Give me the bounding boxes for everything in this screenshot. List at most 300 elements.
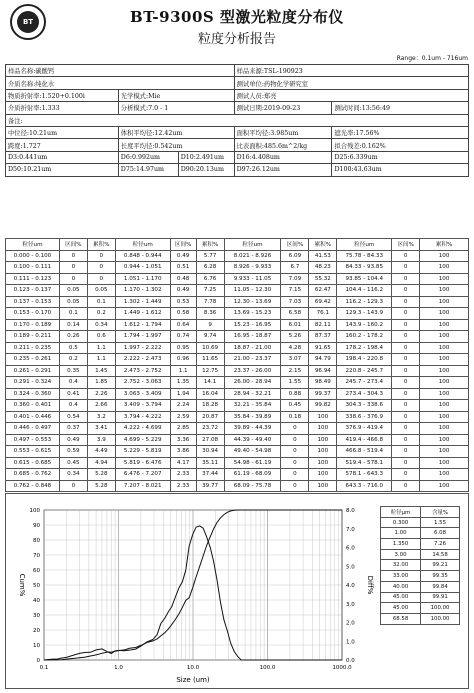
table-row (6, 262, 469, 274)
table-cell: 9.933 - 11.05 (224, 273, 281, 285)
table-cell: 16.04 (196, 388, 224, 400)
info-cell: 中位径:10.21um (6, 126, 119, 138)
y-tick-right: 0.0 (346, 658, 355, 664)
table-cell: 2.66 (87, 400, 115, 412)
table-row (6, 319, 469, 331)
table-cell: 0 (392, 400, 420, 412)
info-cell: 比表面积:485.6m^2/kg (234, 139, 332, 151)
pass-row (381, 517, 460, 528)
table-cell: 0.762 - 0.848 (6, 480, 60, 492)
table-row (6, 285, 469, 297)
pass-cell: 45.00 (381, 592, 421, 603)
table-cell: 0 (392, 388, 420, 400)
pass-row (381, 549, 460, 560)
y-tick-left: 90 (33, 523, 40, 529)
table-cell: 7.03 (281, 296, 309, 308)
table-cell: 1.1 (170, 365, 196, 377)
table-cell: 91.65 (309, 342, 337, 354)
table-cell: 0 (392, 457, 420, 469)
table-cell: 100 (420, 469, 469, 481)
info-row (6, 139, 469, 151)
pass-cell: 14.58 (421, 549, 460, 560)
table-cell: 11.05 - 12.30 (224, 285, 281, 297)
table-cell: 0 (281, 434, 309, 446)
table-cell: 21.00 - 23.37 (224, 354, 281, 366)
table-cell: 87.37 (309, 331, 337, 343)
table-cell: 0 (281, 469, 309, 481)
pass-header: 粒径µm (381, 507, 421, 518)
pass-row (381, 592, 460, 603)
pass-row (381, 603, 460, 614)
y-tick-right: 3.0 (346, 601, 355, 608)
pass-cell: 99.35 (421, 571, 460, 582)
table-cell: 23.72 (196, 423, 224, 435)
table-cell: 15.23 - 16.95 (224, 319, 281, 331)
table-cell: 0.1 (87, 296, 115, 308)
info-cell: 体积平均径:12.42um (118, 126, 234, 138)
table-cell: 1.051 - 1.170 (115, 273, 170, 285)
pass-cell: 32.00 (381, 560, 421, 571)
column-header: 区间% (170, 239, 196, 251)
table-cell: 273.4 - 304.3 (337, 388, 392, 400)
pass-cell: 68.58 (381, 613, 421, 624)
table-cell: 100 (420, 250, 469, 262)
table-cell: 99.37 (309, 388, 337, 400)
table-cell: 6.76 (196, 273, 224, 285)
table-cell: 0 (392, 480, 420, 492)
y-tick-left: 100 (29, 508, 40, 514)
table-cell: 100 (420, 308, 469, 320)
table-cell: 100 (420, 365, 469, 377)
table-cell: 0 (392, 365, 420, 377)
table-cell: 16.95 - 18.87 (224, 331, 281, 343)
table-cell: 0 (392, 446, 420, 458)
info-cell: D16:4.408um (234, 151, 332, 163)
table-cell: 0.35 (59, 365, 87, 377)
info-cell: 物质折射率:1.520+0.100i (6, 89, 119, 101)
table-cell: 0.45 (59, 457, 87, 469)
table-cell: 3.794 - 4.222 (115, 411, 170, 423)
table-cell: 0 (392, 423, 420, 435)
table-cell: 2.33 (170, 480, 196, 492)
info-cell: 遮光率:17.56% (332, 126, 469, 138)
table-cell: 4.222 - 4.699 (115, 423, 170, 435)
info-cell: 测试日期:2019-09-23 (234, 102, 332, 114)
y-tick-left: 20 (33, 628, 40, 634)
table-cell: 0.123 - 0.137 (6, 285, 60, 297)
info-cell: 分析模式:7.0 - 1 (118, 102, 234, 114)
table-cell: 0 (87, 262, 115, 274)
x-tick: 100.0 (259, 665, 276, 671)
logo-mark: BT (17, 11, 39, 33)
range-label: Range：0.1um - 716um (396, 55, 468, 62)
info-cell: 测试单位:药物化学研究室 (234, 77, 468, 89)
table-cell: 8.36 (196, 308, 224, 320)
table-cell: 0.41 (59, 388, 87, 400)
table-cell: 26.00 - 28.94 (224, 377, 281, 389)
x-tick: 0.1 (39, 665, 49, 671)
distribution-table (5, 238, 469, 492)
table-cell: 0.153 - 0.170 (6, 308, 60, 320)
table-cell: 99.82 (309, 400, 337, 412)
table-cell: 0.26 (59, 331, 87, 343)
pass-row (381, 571, 460, 582)
y-tick-left: 10 (33, 643, 40, 649)
table-cell: 0 (392, 331, 420, 343)
table-cell: 100 (309, 434, 337, 446)
table-cell: 35.84 - 39.89 (224, 411, 281, 423)
table-cell: 0.261 - 0.291 (6, 365, 60, 377)
table-cell: 0.37 (59, 423, 87, 435)
table-cell: 0.34 (87, 319, 115, 331)
table-cell: 0.88 (281, 388, 309, 400)
info-cell: 样品来源:TSL-190923 (234, 65, 468, 77)
sample-info-table (5, 64, 469, 177)
table-cell: 0.497 - 0.553 (6, 434, 60, 446)
table-cell: 7.207 - 8.021 (115, 480, 170, 492)
table-cell: 0 (392, 308, 420, 320)
table-cell: 0.53 (170, 296, 196, 308)
table-cell: 0 (87, 273, 115, 285)
info-cell: 面积平均径:3.985um (234, 126, 332, 138)
table-cell: 84.33 - 93.85 (337, 262, 392, 274)
table-cell: 18.28 (196, 400, 224, 412)
table-row (6, 308, 469, 320)
table-cell: 100 (420, 388, 469, 400)
table-cell: 0 (392, 273, 420, 285)
info-cell: 备注: (6, 114, 469, 126)
table-cell: 49.40 - 54.98 (224, 446, 281, 458)
table-cell: 2.473 - 2.752 (115, 365, 170, 377)
table-row (6, 377, 469, 389)
table-cell: 93.85 - 104.4 (337, 273, 392, 285)
table-cell: 0.360 - 0.401 (6, 400, 60, 412)
table-cell: 0 (59, 273, 87, 285)
table-cell: 100 (309, 457, 337, 469)
table-cell: 304.3 - 338.6 (337, 400, 392, 412)
table-cell: 0 (59, 480, 87, 492)
table-cell: 3.9 (87, 434, 115, 446)
table-cell: 39.89 - 44.39 (224, 423, 281, 435)
table-cell: 0.000 - 0.100 (6, 250, 60, 262)
y-axis-label-left: Cum% (18, 573, 26, 597)
y-tick-right: 2.0 (346, 620, 355, 627)
table-cell: 2.222 - 2.473 (115, 354, 170, 366)
table-cell: 5.26 (281, 331, 309, 343)
table-cell: 466.8 - 519.4 (337, 446, 392, 458)
y-tick-right: 5.0 (346, 564, 355, 571)
table-cell: 12.30 - 13.69 (224, 296, 281, 308)
table-cell: 0.34 (59, 469, 87, 481)
table-cell: 13.69 - 15.23 (224, 308, 281, 320)
info-row (6, 89, 469, 101)
pass-cell: 100.00 (421, 613, 460, 624)
table-cell: 0 (392, 262, 420, 274)
table-cell: 32.21 - 35.84 (224, 400, 281, 412)
table-cell: 116.2 - 129.3 (337, 296, 392, 308)
table-cell: 220.8 - 245.7 (337, 365, 392, 377)
info-cell: 拟合残差:0.162% (332, 139, 469, 151)
table-cell: 0.170 - 0.189 (6, 319, 60, 331)
info-cell: D10:2.491um (178, 151, 234, 163)
table-row (6, 273, 469, 285)
table-cell: 1.1 (87, 342, 115, 354)
table-cell: 100 (420, 480, 469, 492)
table-cell: 0.96 (170, 354, 196, 366)
table-cell: 3.063 - 3.409 (115, 388, 170, 400)
x-tick: 1000.0 (332, 665, 352, 671)
table-cell: 160.2 - 178.2 (337, 331, 392, 343)
column-header: 粒径um (115, 239, 170, 251)
passing-table (380, 506, 460, 625)
table-cell: 100 (309, 411, 337, 423)
table-cell: 100 (420, 377, 469, 389)
pass-row (381, 581, 460, 592)
table-cell: 0.05 (59, 296, 87, 308)
table-cell: 0.848 - 0.944 (115, 250, 170, 262)
table-cell: 100 (420, 273, 469, 285)
y-tick-left: 40 (33, 598, 40, 604)
table-cell: 0.100 - 0.111 (6, 262, 60, 274)
table-cell: 54.98 - 61.19 (224, 457, 281, 469)
table-cell: 75.78 - 84.33 (337, 250, 392, 262)
table-cell: 7.25 (196, 285, 224, 297)
pass-cell: 45.00 (381, 603, 421, 614)
table-cell: 0.59 (59, 446, 87, 458)
table-cell: 3.41 (87, 423, 115, 435)
table-cell: 0.324 - 0.360 (6, 388, 60, 400)
info-row (6, 114, 469, 126)
table-row (6, 296, 469, 308)
table-cell: 0 (281, 457, 309, 469)
table-row (6, 446, 469, 458)
table-cell: 100 (420, 331, 469, 343)
table-cell: 245.7 - 273.4 (337, 377, 392, 389)
info-cell: D75:14.97um (118, 164, 178, 176)
info-cell: D50:10.21um (6, 164, 119, 176)
table-cell: 0 (392, 250, 420, 262)
table-cell: 23.37 - 26.00 (224, 365, 281, 377)
y-tick-left: 0 (36, 658, 40, 664)
table-cell: 3.86 (170, 446, 196, 458)
pass-row (381, 528, 460, 539)
pass-cell: 99.84 (421, 581, 460, 592)
table-cell: 0 (281, 480, 309, 492)
table-cell: 0.944 - 1.051 (115, 262, 170, 274)
table-row (6, 411, 469, 423)
table-cell: 0.553 - 0.615 (6, 446, 60, 458)
table-cell: 0 (392, 319, 420, 331)
table-cell: 2.24 (170, 400, 196, 412)
column-header: 粒径um (224, 239, 281, 251)
table-cell: 0.137 - 0.153 (6, 296, 60, 308)
pass-cell: 3.00 (381, 549, 421, 560)
y-tick-left: 30 (33, 613, 40, 619)
table-cell: 0.54 (59, 411, 87, 423)
table-cell: 0.111 - 0.123 (6, 273, 60, 285)
table-cell: 0 (392, 296, 420, 308)
y-tick-right: 8.0 (346, 508, 355, 514)
table-cell: 100 (420, 411, 469, 423)
table-cell: 6.7 (281, 262, 309, 274)
table-cell: 1.55 (281, 377, 309, 389)
pass-cell: 1.00 (381, 528, 421, 539)
table-cell: 61.19 - 68.09 (224, 469, 281, 481)
table-cell: 0.95 (170, 342, 196, 354)
pass-cell: 6.08 (421, 528, 460, 539)
pass-row (381, 560, 460, 571)
table-cell: 376.9 - 419.4 (337, 423, 392, 435)
table-cell: 48.23 (309, 262, 337, 274)
table-cell: 0.48 (170, 273, 196, 285)
table-cell: 578.1 - 643.3 (337, 469, 392, 481)
pass-cell: 100.00 (421, 603, 460, 614)
table-cell: 0 (392, 411, 420, 423)
table-cell: 0.1 (59, 308, 87, 320)
table-cell: 643.3 - 716.0 (337, 480, 392, 492)
x-tick: 10.0 (186, 665, 200, 671)
table-cell: 0.4 (59, 400, 87, 412)
info-row (6, 151, 469, 163)
table-cell: 198.4 - 220.8 (337, 354, 392, 366)
table-cell: 76.1 (309, 308, 337, 320)
table-cell: 69.42 (309, 296, 337, 308)
pass-cell: 1.55 (421, 517, 460, 528)
table-cell: 100 (309, 469, 337, 481)
table-cell: 9.74 (196, 331, 224, 343)
column-header: 累积% (87, 239, 115, 251)
info-cell: D97:26.12um (234, 164, 332, 176)
column-header: 累积% (309, 239, 337, 251)
table-cell: 39.77 (196, 480, 224, 492)
table-cell: 0.5 (59, 342, 87, 354)
table-cell: 0.4 (59, 377, 87, 389)
table-cell: 4.94 (87, 457, 115, 469)
table-cell: 2.15 (281, 365, 309, 377)
table-cell: 100 (420, 285, 469, 297)
info-cell: 介质折射率:1.333 (6, 102, 119, 114)
y-tick-left: 80 (33, 538, 40, 544)
table-cell: 0.05 (87, 285, 115, 297)
pass-cell: 0.300 (381, 517, 421, 528)
column-header: 粒径um (6, 239, 60, 251)
table-row (6, 469, 469, 481)
table-cell: 5.229 - 5.819 (115, 446, 170, 458)
table-cell: 2.85 (170, 423, 196, 435)
info-row (6, 102, 469, 114)
table-cell: 62.47 (309, 285, 337, 297)
table-row (6, 400, 469, 412)
table-cell: 0.211 - 0.235 (6, 342, 60, 354)
table-cell: 100 (420, 262, 469, 274)
table-cell: 0.2 (59, 354, 87, 366)
table-row (6, 388, 469, 400)
table-cell: 18.87 - 21.00 (224, 342, 281, 354)
table-cell: 6.01 (281, 319, 309, 331)
info-cell: D3:0.441um (6, 151, 119, 163)
table-cell: 0.18 (281, 411, 309, 423)
info-cell: D90:20.13um (178, 164, 234, 176)
table-cell: 55.32 (309, 273, 337, 285)
table-row (6, 342, 469, 354)
table-cell: 0.446 - 0.497 (6, 423, 60, 435)
table-cell: 100 (309, 423, 337, 435)
table-cell: 104.4 - 116.2 (337, 285, 392, 297)
table-cell: 0.45 (281, 400, 309, 412)
table-row (6, 365, 469, 377)
column-header: 累积% (196, 239, 224, 251)
table-cell: 3.409 - 3.794 (115, 400, 170, 412)
table-cell: 100 (420, 434, 469, 446)
table-cell: 2.752 - 3.063 (115, 377, 170, 389)
table-cell: 129.3 - 143.9 (337, 308, 392, 320)
table-cell: 1.302 - 1.449 (115, 296, 170, 308)
table-row (6, 434, 469, 446)
table-cell: 2.26 (87, 388, 115, 400)
info-row (6, 65, 469, 77)
table-cell: 82.11 (309, 319, 337, 331)
table-cell: 0 (392, 469, 420, 481)
column-header: 区间% (281, 239, 309, 251)
table-cell: 0.6 (87, 331, 115, 343)
table-row (6, 354, 469, 366)
table-cell: 4.28 (281, 342, 309, 354)
table-cell: 100 (309, 480, 337, 492)
y-tick-right: 1.0 (346, 639, 355, 646)
table-cell: 0.51 (170, 262, 196, 274)
x-axis-label: Size (um) (176, 676, 210, 684)
info-row (6, 77, 469, 89)
table-cell: 68.09 - 75.78 (224, 480, 281, 492)
table-row (6, 331, 469, 343)
table-cell: 8.021 - 8.926 (224, 250, 281, 262)
info-cell: 介质名称:纯化水 (6, 77, 235, 89)
y-tick-right: 4.0 (346, 583, 355, 589)
column-header: 区间% (59, 239, 87, 251)
table-cell: 0.401 - 0.446 (6, 411, 60, 423)
pass-header: 含量% (421, 507, 460, 518)
y-tick-left: 50 (33, 583, 40, 589)
table-cell: 1.94 (170, 388, 196, 400)
table-cell: 0.49 (170, 250, 196, 262)
table-cell: 0 (281, 423, 309, 435)
table-row (6, 250, 469, 262)
table-cell: 0.615 - 0.685 (6, 457, 60, 469)
table-cell: 2.59 (170, 411, 196, 423)
table-cell: 3.2 (87, 411, 115, 423)
table-cell: 1.1 (87, 354, 115, 366)
table-cell: 9 (196, 319, 224, 331)
table-cell: 1.85 (87, 377, 115, 389)
table-cell: 0 (59, 250, 87, 262)
table-cell: 100 (420, 296, 469, 308)
table-row (6, 457, 469, 469)
table-cell: 0 (87, 250, 115, 262)
table-cell: 419.4 - 466.8 (337, 434, 392, 446)
table-cell: 44.39 - 49.40 (224, 434, 281, 446)
table-cell: 6.58 (281, 308, 309, 320)
pass-cell: 99.91 (421, 592, 460, 603)
table-row (6, 423, 469, 435)
column-header: 粒径um (337, 239, 392, 251)
table-cell: 100 (420, 400, 469, 412)
table-cell: 11.65 (196, 354, 224, 366)
info-cell: D100:43.63um (332, 164, 469, 176)
table-cell: 0 (281, 446, 309, 458)
table-cell: 2.33 (170, 469, 196, 481)
info-row (6, 126, 469, 138)
table-cell: 27.08 (196, 434, 224, 446)
